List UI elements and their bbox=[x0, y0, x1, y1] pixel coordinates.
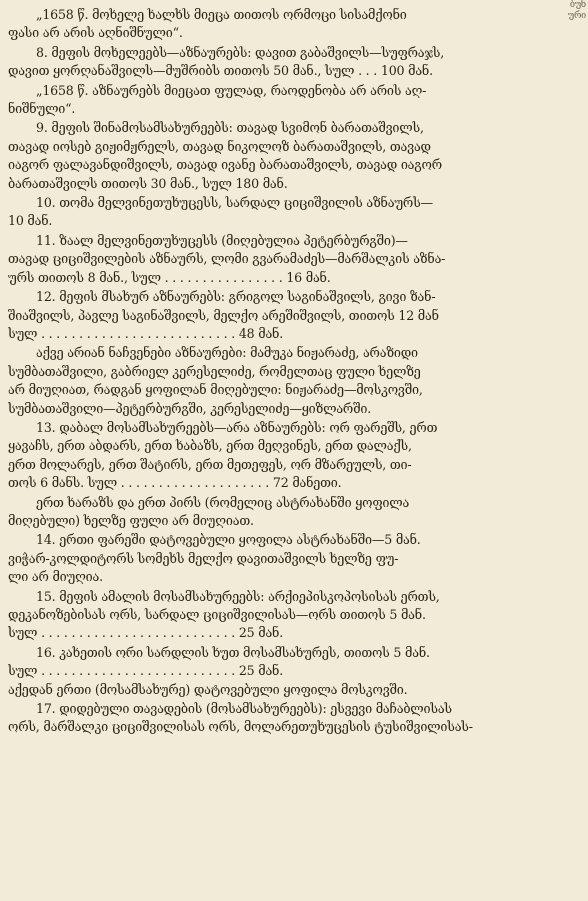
text-line: ნიშნული“. bbox=[8, 101, 76, 117]
text-line: დავით ყორღანაშვილს—მუშრიბს თითოს 50 მან., სულ . . . 100 მან. bbox=[8, 63, 433, 79]
text-line: 13. დაბალ მოსამსახურეებს—არა აზნაურებს: ორ ფარეშს, ერთ bbox=[36, 419, 438, 435]
text-line: თავად ციციშვილების აზნაურს, ლომი გვარამაძეს—მარშალკის აზნა- bbox=[8, 251, 446, 267]
paragraph bbox=[8, 194, 580, 231]
text-line: სულ . . . . . . . . . . . . . . . . . . . . . . . . . . 48 მან. bbox=[8, 325, 284, 341]
text-line: შიაშვილს, პავლე საგინაშვილს, მელქო არეშიშვილს, თითოს 12 მან bbox=[8, 307, 439, 323]
text-line: ერთ ხარაზს და ერთ პირს (რომელიც ასტრახანში ყოფილა bbox=[36, 494, 410, 510]
paragraph bbox=[8, 494, 580, 531]
text-line: ვიჭარ-კოლდიტორს სომეხს მელქო დავითაშვილს ხელზე ფუ- bbox=[8, 550, 399, 566]
text-line: „1658 წ. მოხელე ხალხს მიეცა თითოს ორმოცი სისამქონი bbox=[36, 7, 407, 22]
text-line: აქვე არიან ნაჩვენები აზნაურები: მამუკა ნიჟარაძე, არაზიდი bbox=[36, 345, 418, 361]
text-line: 11. ზაალ მელვინეთუხუცესს (მიღებულია პეტერბურგში)— bbox=[36, 232, 408, 248]
text-line: 12. მეფის მსახურ აზნაურებს: გრიგოლ საგინაშვილს, გივი ზან- bbox=[36, 289, 436, 305]
text-line: 17. დიდებული თავადების (მოსამსახურეებს): ესვევი მაჩაბლისას bbox=[36, 701, 452, 717]
text-line: თოს 6 მანს. სულ . . . . . . . . . . . . . . . . . . . . 72 მანეთი. bbox=[8, 475, 342, 491]
text-line: ორს, მარშალკი ციციშვილისას ორს, მოლარეთუხუცესის ტუსიშვილისას- bbox=[8, 719, 473, 735]
text-line: მიღებული) ხელზე ფული არ მიუღიათ. bbox=[8, 512, 254, 528]
paragraph bbox=[8, 700, 580, 737]
paragraph bbox=[8, 531, 580, 586]
text-line: ბარათაშვილს თითოს 30 მან., სულ 180 მან. bbox=[8, 175, 288, 191]
text-line: სუმბათაშვილი—პეტერბურგში, კერესელიძე—ყიზლარში. bbox=[8, 400, 372, 416]
text-line: 15. მეფის ამალის მოსამსახურეებს: არქიეპისკოპოსისას ერთს, bbox=[36, 588, 440, 604]
text-line: დეკანოზებისას ორს, სარდალ ციციშვილისას—ორს თითოს 5 მან. bbox=[8, 607, 426, 622]
text-line: 10 მან. bbox=[8, 213, 53, 229]
margin-stamp-line: ური bbox=[567, 11, 586, 21]
margin-stamp bbox=[540, 0, 586, 22]
text-line: 14. ერთი ფარეში დატოვებული ყოფილა ასტრახანში—5 მან. bbox=[36, 532, 421, 548]
text-line: 8. მეფის მოხელეებს—აზნაურებს: დავით გაბაშვილს—სუფრაჯს, bbox=[36, 44, 445, 60]
document-body bbox=[8, 6, 580, 737]
paragraph bbox=[8, 588, 580, 643]
paragraph bbox=[8, 82, 580, 119]
paragraph bbox=[8, 344, 580, 418]
text-line: სულ . . . . . . . . . . . . . . . . . . . . . . . . . . 25 მან. bbox=[8, 625, 284, 641]
paragraph bbox=[8, 119, 580, 193]
text-line: ერთ მოლარეს, ერთ შატირს, ერთ მეთეფეს, ორ მზარეულს, თი- bbox=[8, 456, 412, 472]
text-line: სულ . . . . . . . . . . . . . . . . . . . . . . . . . . 25 მან. bbox=[8, 663, 284, 679]
text-line: ფასი არ არის აღნიშნული“. bbox=[8, 25, 183, 41]
paragraph bbox=[8, 644, 580, 699]
text-line: არ მიუღიათ, რადგან ყოფილან მიღებული: ნიჟარაძე—მოსკოვში, bbox=[8, 382, 423, 398]
text-line: აქედან ერთი (მოსამსახურე) დატოვებული ყოფილა მოსკოვში. bbox=[8, 681, 408, 697]
text-line: ურს თითოს 8 მან., სულ . . . . . . . . . . . . . . . . 16 მან. bbox=[8, 269, 331, 285]
text-line: ყავაჩს, ერთ აბდარს, ერთ ხაბაზს, ერთ მეღვინეს, ერთ დალაქს, bbox=[8, 438, 412, 454]
paragraph bbox=[8, 288, 580, 343]
paragraph bbox=[8, 419, 580, 493]
text-line: იაგორ ფალავანდიშვილს, თავად ივანე ბარათაშვილს, თავად იაგორ bbox=[8, 157, 442, 173]
text-line: 16. კახეთის ორი სარდლის ხუთ მოსამსახურეს, თითოს 5 მან. bbox=[36, 644, 430, 660]
text-line: 9. მეფის შინამოსამსახურეებს: თავად სვიმონ ბარათაშვილს, bbox=[36, 120, 424, 136]
paragraph bbox=[8, 232, 580, 287]
margin-stamp-line: ბუნ bbox=[569, 0, 586, 10]
paragraph bbox=[8, 44, 580, 81]
text-line: ლი არ მიუღია. bbox=[8, 569, 103, 585]
text-line: თავად იოსებ გიჟიმჟრელს, თავად ნიკოლოზ ბარათაშვილს, თავად bbox=[8, 138, 431, 154]
paragraph bbox=[8, 6, 580, 43]
text-line: სუმბათაშვილი, გაბრიელ კერესელიძე, რომელთაც ფული ხელზე bbox=[8, 363, 421, 379]
text-line: 10. თომა მელვინეთუხუცესს, სარდალ ციციშვილის აზნაურს— bbox=[36, 195, 433, 211]
text-line: „1658 წ. აზნაურებს მიეცათ ფულად, რაოდენობა არ არის აღ- bbox=[36, 82, 427, 98]
